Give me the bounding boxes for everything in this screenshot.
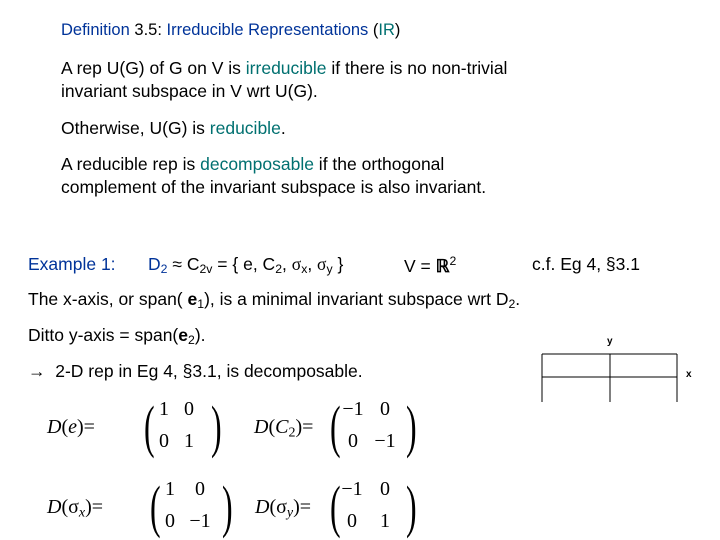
d2-sub: 2 xyxy=(508,297,516,312)
xaxis-text-b: ), is a minimal invariant subspace wrt D xyxy=(204,289,509,309)
matrix-d-sigma-x-lparen: ( xyxy=(150,474,161,539)
matrix-d-c2-lhs: $D(C_2)=$ xyxy=(254,416,314,441)
reals-symbol: ℝ xyxy=(435,255,450,276)
x-axis-label: x xyxy=(686,369,692,380)
para3-line2: complement of the invariant subspace is also invariant. xyxy=(61,177,487,197)
matrix-d-e-lparen: ( xyxy=(144,394,155,459)
matrix-d-sigma-y-arg-sub: y xyxy=(286,505,294,521)
matrix-d-e-a11: 1 xyxy=(159,398,169,420)
para2-text-b: . xyxy=(280,118,286,138)
sigma-y: σ xyxy=(317,254,327,274)
matrix-d-sigma-y xyxy=(255,474,425,540)
xaxis-text-c: . xyxy=(515,289,521,309)
para1-text-b: if there is no non-trivial xyxy=(326,58,508,78)
e1-vector: e xyxy=(187,289,198,309)
matrix-d-e xyxy=(47,394,222,460)
yaxis-line xyxy=(28,325,206,347)
set-close: } xyxy=(332,254,344,274)
matrix-d-c2-arg-sub: 2 xyxy=(288,425,296,441)
para1-line1 xyxy=(61,58,507,79)
e2-sub: 2 xyxy=(188,333,195,348)
para1-text-a: A rep U(G) of G on V is xyxy=(61,58,246,78)
group-d: D xyxy=(148,254,161,274)
sigma-y-sub: y xyxy=(326,262,333,277)
matrix-d-sigma-y-a11: −1 xyxy=(341,478,363,500)
para2-text-a: Otherwise, U(G) is xyxy=(61,118,210,138)
matrix-d-sigma-x-arg-sub: x xyxy=(78,505,86,521)
y-axis-label: y xyxy=(607,336,613,347)
group-d-sub: 2 xyxy=(160,262,168,277)
matrix-d-sigma-x-fn: D xyxy=(47,496,62,518)
matrix-d-sigma-x-a12: 0 xyxy=(195,478,205,500)
matrix-d-sigma-y-rparen: ) xyxy=(406,474,417,539)
matrix-d-c2-lparen: ( xyxy=(330,394,341,459)
matrix-d-sigma-y-lhs: $D(\sigma_y)=$ xyxy=(255,496,312,521)
sigma-x-sub: x xyxy=(301,262,308,277)
matrix-d-sigma-y-lparen: ( xyxy=(330,474,341,539)
para2 xyxy=(61,118,286,139)
conclusion-text: 2-D rep in Eg 4, §3.1, is decomposable. xyxy=(55,361,363,381)
sigma-x: σ xyxy=(291,254,302,274)
para3-text-b: if the orthogonal xyxy=(313,154,445,174)
set-open: = { e, C xyxy=(217,254,276,274)
matrix-d-c2-a22: −1 xyxy=(374,430,396,452)
matrix-d-sigma-x-a22: −1 xyxy=(189,510,211,532)
matrix-d-e-fn: D xyxy=(47,416,62,438)
set-sep2: , xyxy=(307,254,318,274)
matrix-d-sigma-x-lhs: $D(\sigma_x)=$ xyxy=(47,496,104,521)
definition-name: Irreducible Representations xyxy=(166,21,369,39)
axes-diagram xyxy=(535,330,695,402)
definition-abbr: IR xyxy=(378,21,395,39)
vector-space xyxy=(404,254,456,277)
matrix-d-sigma-x-arg: σ xyxy=(68,496,79,518)
example-label: Example 1: xyxy=(28,254,116,274)
e2-vector: e xyxy=(178,325,188,345)
matrix-d-sigma-x xyxy=(47,474,233,540)
matrix-d-c2-rparen: ) xyxy=(406,394,417,459)
matrix-d-c2-a12: 0 xyxy=(380,398,390,420)
definition-prefix: Definition xyxy=(61,21,130,39)
para3-text-a: A reducible rep is xyxy=(61,154,201,174)
keyword-irreducible: irreducible xyxy=(245,58,327,78)
para1-line2: invariant subspace in V wrt U(G). xyxy=(61,81,318,101)
matrix-d-e-a22: 1 xyxy=(184,430,194,452)
space-sup: 2 xyxy=(449,254,457,268)
keyword-reducible: reducible xyxy=(209,118,281,138)
matrix-d-sigma-y-a12: 0 xyxy=(380,478,390,500)
space-lhs: V = xyxy=(404,255,436,276)
conclusion-line xyxy=(28,361,363,382)
keyword-decomposable: decomposable xyxy=(200,154,314,174)
matrix-d-sigma-y-arg: σ xyxy=(276,496,287,518)
matrix-d-sigma-y-fn: D xyxy=(255,496,270,518)
matrix-d-sigma-y-a22: 1 xyxy=(380,510,390,532)
matrix-d-c2-fn: D xyxy=(254,416,269,438)
example-group xyxy=(148,254,343,276)
matrix-d-c2-arg: C xyxy=(275,416,289,438)
para3-line1 xyxy=(61,154,444,175)
matrix-d-c2-a21: 0 xyxy=(348,430,358,452)
set-sep1: , xyxy=(282,254,292,274)
matrix-d-e-rparen: ) xyxy=(211,394,222,459)
matrix-d-sigma-x-a11: 1 xyxy=(165,478,175,500)
matrix-d-c2 xyxy=(254,394,434,460)
example-ref: c.f. Eg 4, §3.1 xyxy=(532,254,640,274)
e1-sub: 1 xyxy=(197,297,205,312)
definition-title: Definition 3.5: Irreducible Representations (IR) xyxy=(61,21,401,39)
yaxis-text-b: ). xyxy=(194,325,206,345)
matrix-d-e-a21: 0 xyxy=(159,430,169,452)
group-c: C xyxy=(186,254,200,274)
definition-number: 3.5: xyxy=(134,21,162,39)
approx-sign: ≈ xyxy=(172,254,182,274)
xaxis-line xyxy=(28,289,520,311)
implies-arrow-icon: → xyxy=(28,361,46,381)
matrix-d-sigma-x-a21: 0 xyxy=(165,510,175,532)
matrix-d-e-lhs: D(e)= xyxy=(47,416,95,438)
set-c2-sub: 2 xyxy=(275,262,283,277)
matrix-d-e-arg: e xyxy=(68,416,78,438)
matrix-d-c2-a11: −1 xyxy=(342,398,364,420)
group-c-sub: 2v xyxy=(199,262,213,277)
matrix-d-sigma-x-rparen: ) xyxy=(222,474,233,539)
xaxis-text-a: The x-axis, or span( xyxy=(28,289,188,309)
matrix-d-sigma-y-a21: 0 xyxy=(347,510,357,532)
yaxis-text-a: Ditto y-axis = span( xyxy=(28,325,179,345)
matrix-d-e-a12: 0 xyxy=(184,398,194,420)
